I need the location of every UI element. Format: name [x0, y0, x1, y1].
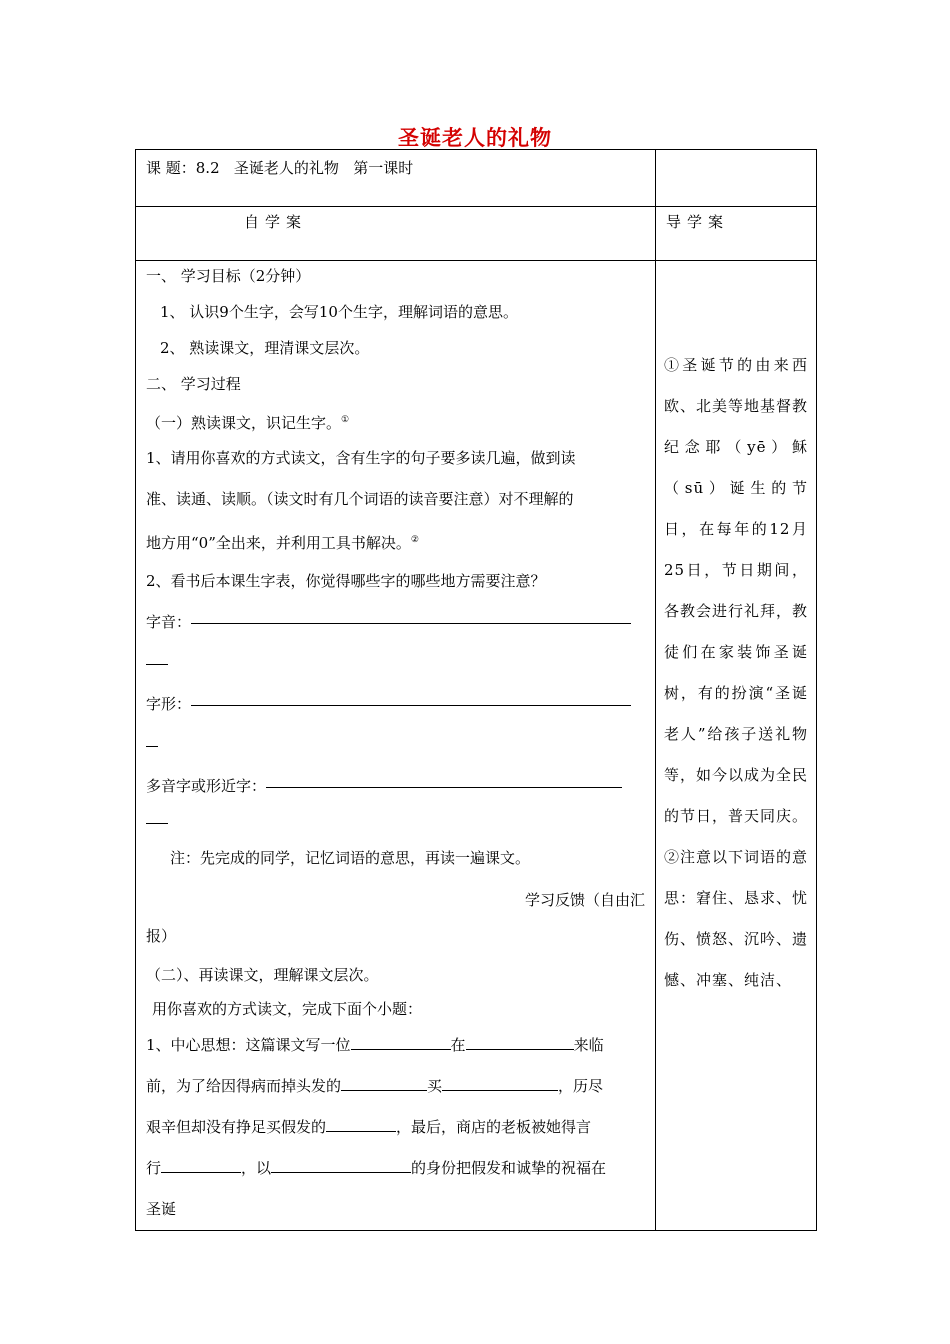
document-title: 圣诞老人的礼物 [398, 125, 552, 150]
q-a3: 来临 [573, 1036, 604, 1054]
guide-content [656, 261, 816, 1001]
question-line1 [146, 1025, 645, 1066]
part1-title-text: （一）熟读课文，识记生字。 [146, 414, 342, 432]
part2-title: （二）、再读课文，理解课文层次。 [146, 966, 379, 984]
part1-q1-line2: 准、读通、读顺。（读文时有几个词语的读音要注意）对不理解的 [146, 490, 574, 508]
topic-cell [136, 150, 656, 207]
q-d2: ，以 [241, 1159, 272, 1177]
q-d1: 行 [146, 1159, 162, 1177]
shape-answer-line[interactable] [191, 704, 631, 706]
q-a2: 在 [450, 1036, 466, 1054]
feedback-line2: 报） [146, 927, 177, 945]
multi-answer-line[interactable] [266, 786, 622, 788]
objectives-title: 一、 学习目标（2分钟） [146, 267, 311, 285]
multi-label: 多音字或形近字： [146, 777, 267, 795]
self-study-heading: 自学案 [244, 213, 308, 231]
q-b1: 前，为了给因得病而掉头发的 [146, 1077, 342, 1095]
question-line3 [146, 1107, 645, 1148]
content-row [136, 261, 817, 1231]
lesson-plan-table [135, 149, 817, 1231]
guide-header-cell [656, 207, 817, 261]
blank-person[interactable] [351, 1035, 451, 1050]
process-title: 二、 学习过程 [146, 375, 241, 393]
topic-text: 课 题：8.2 圣诞老人的礼物 第一课时 [146, 159, 414, 177]
blank-item[interactable] [442, 1076, 558, 1091]
sound-field-row [146, 602, 645, 643]
topic-empty-cell [656, 150, 817, 207]
q-b2: 买 [427, 1077, 443, 1095]
topic-row [136, 150, 817, 207]
blank-recipient[interactable] [341, 1076, 427, 1091]
objective-1: 1、 认识9个生字，会写10个生字，理解词语的意思。 [160, 303, 518, 321]
shape-field-row [146, 684, 645, 725]
q-b3: ，历尽 [558, 1077, 604, 1095]
feedback-line1: 学习反馈（自由汇 [524, 891, 645, 909]
sound-answer-line[interactable] [191, 622, 631, 624]
multi-answer-line-end[interactable] [146, 822, 168, 824]
guide-cell [656, 261, 817, 1231]
blank-money[interactable] [326, 1117, 396, 1132]
part1-q2: 2、看书后本课生字表，你觉得哪些字的哪些地方需要注意？ [146, 572, 546, 590]
shape-label: 字形： [146, 695, 192, 713]
self-study-content [136, 258, 655, 1230]
part1-q1-line3-text: 地方用“0”全出来，并利用工具书解决。 [146, 534, 411, 552]
question-line2 [146, 1066, 645, 1107]
note-ref-1: ① [341, 415, 350, 425]
sound-answer-line-end[interactable] [146, 663, 168, 665]
part1-title [146, 402, 645, 438]
shape-field-overflow [146, 725, 645, 766]
self-study-cell [136, 261, 656, 1231]
q-d3: 的身份把假发和诚挚的祝福在 [411, 1159, 607, 1177]
shape-answer-line-end[interactable] [146, 745, 158, 747]
part1-q1-line1: 1、请用你喜欢的方式读文，含有生字的句子要多读几遍，做到读 [146, 449, 576, 467]
question-line4 [146, 1148, 645, 1189]
sound-label: 字音： [146, 613, 192, 631]
question-line5: 圣诞 [146, 1200, 177, 1218]
q-c2: ，最后，商店的老板被她得言 [396, 1118, 592, 1136]
blank-identity[interactable] [271, 1158, 411, 1173]
column-header-row [136, 207, 817, 261]
q-a1: 1、中心思想：这篇课文写一位 [146, 1036, 351, 1054]
multi-field-overflow [146, 802, 645, 838]
blank-moved[interactable] [161, 1158, 241, 1173]
note-ref-2: ② [410, 535, 419, 545]
sound-field-overflow [146, 643, 645, 684]
blank-occasion[interactable] [466, 1035, 574, 1050]
part1-q1-line3 [146, 520, 645, 561]
objective-2: 2、 熟读课文，理清课文层次。 [160, 339, 370, 357]
q-c1: 艰辛但却没有挣足买假发的 [146, 1118, 327, 1136]
self-study-header-cell [136, 207, 656, 261]
multi-field-row [146, 766, 645, 802]
guide-note-vocabulary: ②注意以下词语的意思：窘住、恳求、忧伤、愤怒、沉吟、遗憾、冲塞、纯洁、 [664, 848, 809, 989]
guide-heading: 导学案 [666, 213, 730, 231]
part2-intro: 用你喜欢的方式读文，完成下面个小题： [152, 1000, 423, 1018]
guide-note-christmas-origin: ①圣诞节的由来西欧、北美等地基督教纪念耶（yē）稣（sū）诞生的节日，在每年的12月25日，节日期间，各教会进行礼拜，教徒们在家装饰圣诞树，有的扮演“圣诞老人”给孩子送礼物等，如今以成为全民的节日，普天同庆。 [664, 356, 809, 825]
study-note: 注：先完成的同学，记忆词语的意思，再读一遍课文。 [170, 849, 531, 867]
